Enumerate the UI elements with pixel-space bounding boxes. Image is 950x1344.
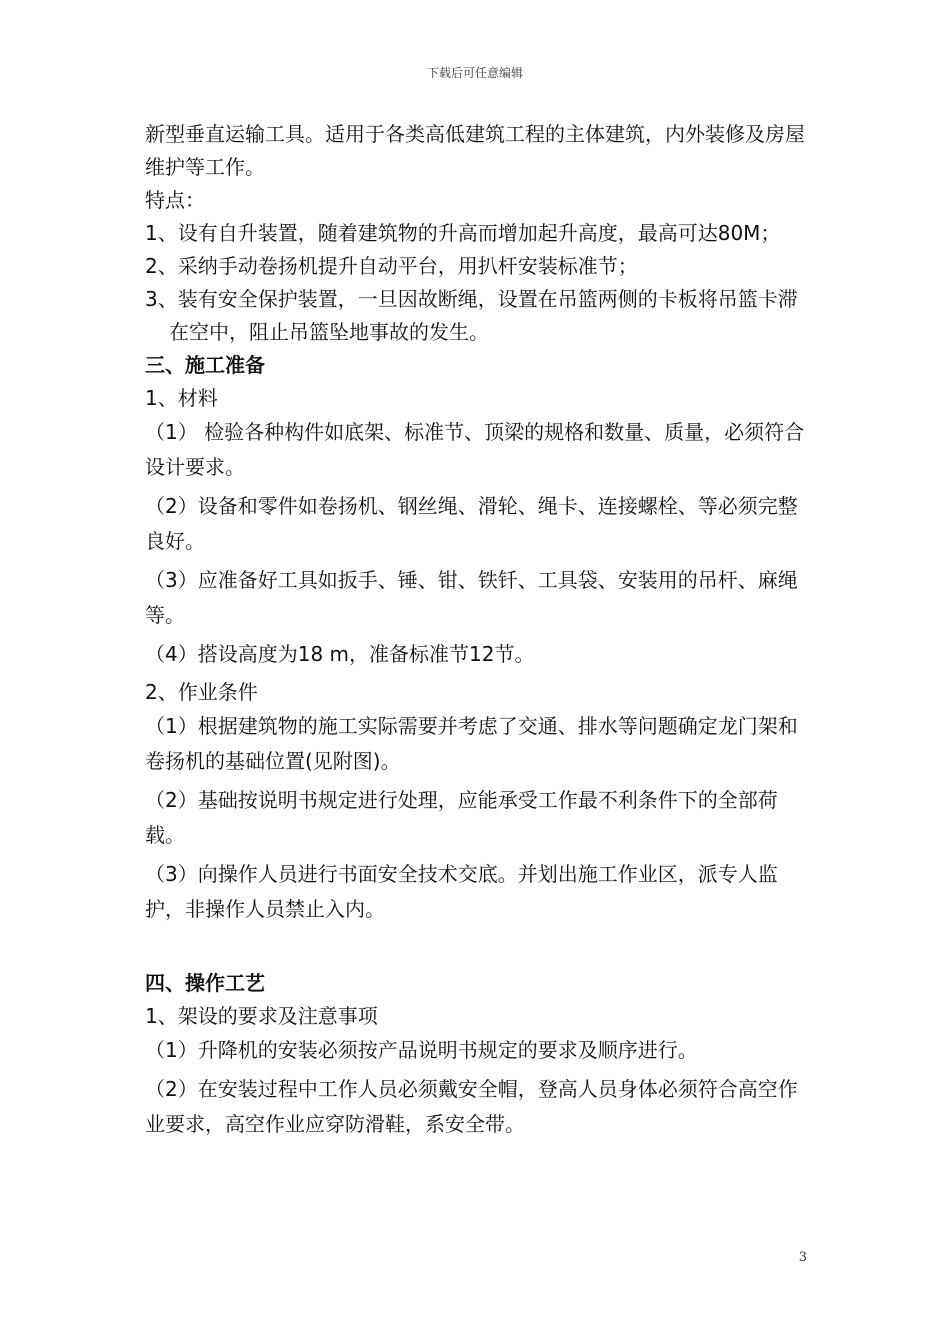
materials-heading: 1、材料 [145, 386, 218, 410]
erection-heading: 1、架设的要求及注意事项 [145, 1004, 378, 1028]
document-body [145, 118, 815, 1146]
condition-item-1: （1）根据建筑物的施工实际需要并考虑了交通、排水等问题确定龙门架和卷扬机的基础位置(见附图)。 [145, 714, 798, 773]
feature-item-3: 3、装有安全保护装置，一旦因故断绳，设置在吊篮两侧的卡板将吊篮卡滞在空中，阻止吊篮坠地事故的发生。 [145, 287, 798, 344]
feature-item-2: 2、采纳手动卷扬机提升自动平台，用扒杆安装标准节； [145, 254, 638, 278]
condition-item-2: （2）基础按说明书规定进行处理，应能承受工作最不利条件下的全部荷载。 [145, 788, 778, 847]
material-item-4: （4）搭设高度为18 m，准备标准节12节。 [145, 642, 535, 666]
material-item-1: （1） 检验各种构件如底架、标准节、顶梁的规格和数量、质量，必须符合设计要求。 [145, 420, 805, 479]
page-number: 3 [798, 1250, 807, 1265]
feature-item-1: 1、设有自升装置，随着建筑物的升高而增加起升高度，最高可达80M； [145, 221, 781, 245]
conditions-heading: 2、作业条件 [145, 680, 258, 704]
section-spacer [145, 931, 815, 967]
erection-item-2: （2）在安装过程中工作人员必须戴安全帽，登高人员身体必须符合高空作业要求，高空作业应穿防滑鞋，系安全带。 [145, 1077, 798, 1136]
condition-item-3: （3）向操作人员进行书面安全技术交底。并划出施工作业区，派专人监护，非操作人员禁止入内。 [145, 862, 778, 921]
intro-paragraph: 新型垂直运输工具。适用于各类高低建筑工程的主体建筑，内外装修及房屋维护等工作。 [145, 122, 805, 179]
erection-item-1: （1）升降机的安装必须按产品说明书规定的要求及顺序进行。 [145, 1038, 698, 1062]
section-4-heading: 四、操作工艺 [145, 971, 265, 995]
material-item-3: （3）应准备好工具如扳手、锤、钳、铁钎、工具袋、安装用的吊杆、麻绳等。 [145, 568, 798, 627]
page-header-note: 下载后可任意编辑 [426, 66, 523, 80]
section-3-heading: 三、施工准备 [145, 353, 265, 377]
features-label: 特点： [145, 188, 205, 212]
material-item-2: （2）设备和零件如卷扬机、钢丝绳、滑轮、绳卡、连接螺栓、等必须完整良好。 [145, 494, 798, 553]
